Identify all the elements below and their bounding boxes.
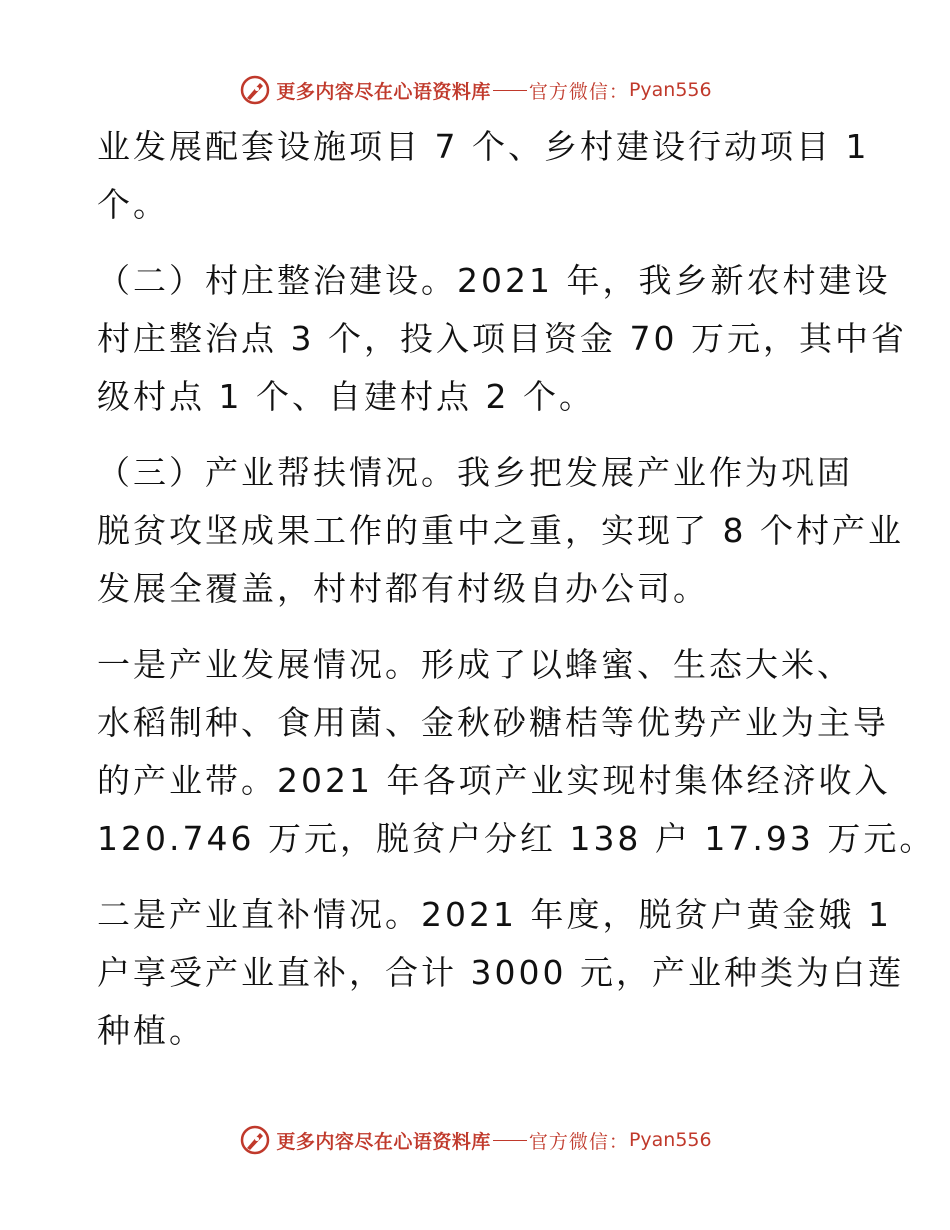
watermark-label: 官方微信： bbox=[528, 80, 629, 103]
text-line: （二）村庄整治建设。2021 年，我乡新农村建设 bbox=[97, 261, 891, 300]
paragraph bbox=[97, 636, 936, 868]
pen-logo-icon bbox=[238, 73, 272, 107]
text-line: 120.746 万元，脱贫户分红 138 户 17.93 万元。 bbox=[97, 819, 936, 858]
paragraph bbox=[97, 252, 907, 426]
text-line: 户享受产业直补，合计 3000 元，产业种类为白莲 bbox=[97, 953, 904, 992]
text-line: 脱贫攻坚成果工作的重中之重，实现了 8 个村产业 bbox=[97, 511, 904, 550]
paragraph bbox=[97, 886, 904, 1060]
text-line: （三）产业帮扶情况。我乡把发展产业作为巩固 bbox=[97, 453, 853, 492]
text-line: 种植。 bbox=[97, 1011, 205, 1050]
text-line: 水稻制种、食用菌、金秋砂糖桔等优势产业为主导 bbox=[97, 703, 889, 742]
pen-logo-icon bbox=[238, 1123, 272, 1157]
watermark-brand: 更多内容尽在心语资料库 bbox=[276, 1130, 491, 1153]
footer-watermark bbox=[0, 1120, 950, 1160]
paragraph bbox=[97, 444, 904, 618]
watermark-dash bbox=[493, 1140, 527, 1141]
text-line: 个。 bbox=[97, 185, 169, 224]
text-line: 的产业带。2021 年各项产业实现村集体经济收入 bbox=[97, 761, 891, 800]
text-line: 一是产业发展情况。形成了以蜂蜜、生态大米、 bbox=[97, 645, 853, 684]
text-line: 业发展配套设施项目 7 个、乡村建设行动项目 1 bbox=[97, 127, 870, 166]
watermark-dash bbox=[493, 90, 527, 91]
paragraph bbox=[97, 118, 870, 234]
watermark-brand: 更多内容尽在心语资料库 bbox=[276, 80, 491, 103]
watermark-wechat-id: Pyan556 bbox=[628, 79, 712, 101]
text-line: 二是产业直补情况。2021 年度，脱贫户黄金娥 1 bbox=[97, 895, 892, 934]
header-watermark bbox=[0, 70, 950, 110]
document-body bbox=[97, 118, 936, 1060]
watermark-label: 官方微信： bbox=[528, 1130, 629, 1153]
watermark-wechat-id: Pyan556 bbox=[628, 1129, 712, 1151]
text-line: 发展全覆盖，村村都有村级自办公司。 bbox=[97, 569, 709, 608]
text-line: 村庄整治点 3 个，投入项目资金 70 万元，其中省 bbox=[97, 319, 907, 358]
text-line: 级村点 1 个、自建村点 2 个。 bbox=[97, 377, 595, 416]
